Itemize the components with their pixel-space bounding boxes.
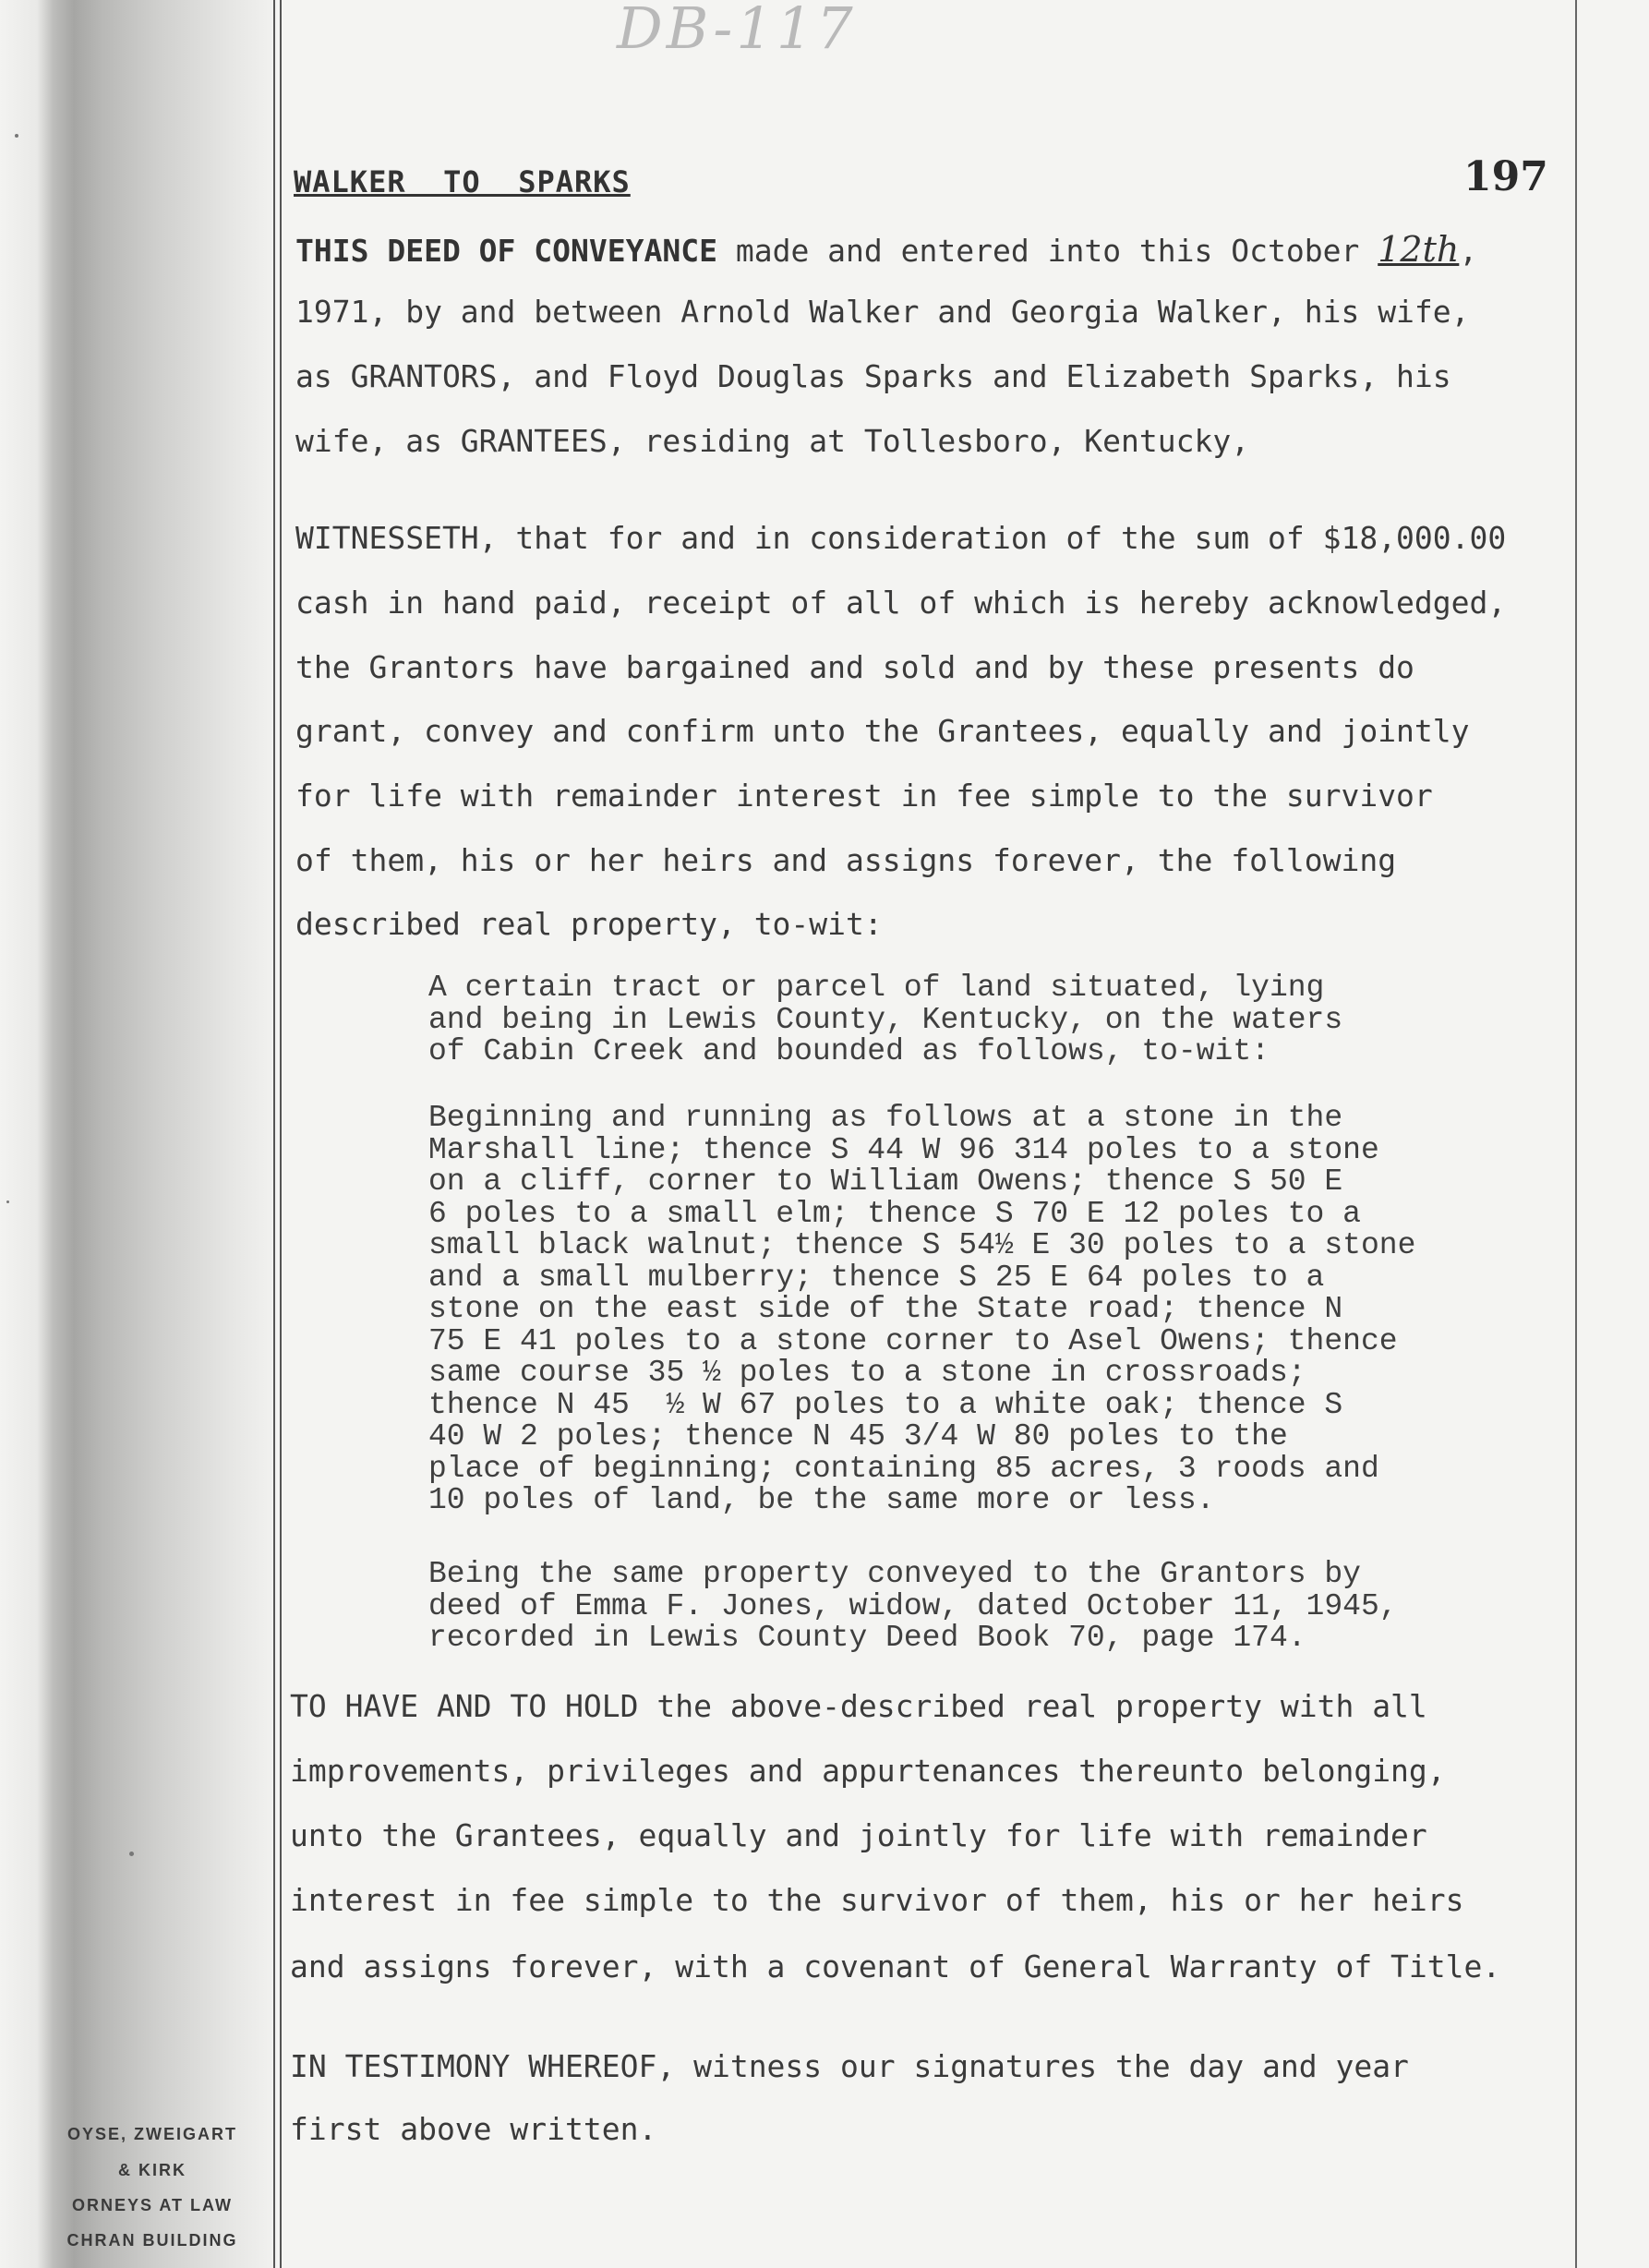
witnesseth-line-5: for life with remainder interest in fee simple to the survivor xyxy=(295,778,1433,814)
law-firm-building: CHRAN BUILDING xyxy=(66,2231,238,2250)
scan-speck xyxy=(15,134,18,138)
scan-speck xyxy=(129,1852,134,1856)
deed-heading: WALKER TO SPARKS xyxy=(294,164,631,199)
witnesseth-line-6: of them, his or her heirs and assigns forever, the following xyxy=(295,842,1397,878)
right-margin-rule xyxy=(1575,0,1577,2268)
habendum-line-2: improvements, privileges and appurtenances thereunto belonging, xyxy=(290,1753,1446,1789)
margin-rule-inner xyxy=(280,0,282,2268)
opening-line-1-text: made and entered into this October xyxy=(716,233,1378,269)
habendum-line-4: interest in fee simple to the survivor of them, his or her heirs xyxy=(290,1882,1464,1918)
witnesseth-line-7: described real property, to-wit: xyxy=(295,906,883,942)
witnesseth-line-4: grant, convey and confirm unto the Grantees, equally and jointly xyxy=(295,713,1470,749)
opening-line-2: 1971, by and between Arnold Walker and Georgia Walker, his wife, xyxy=(295,294,1470,330)
law-firm-name-2: & KIRK xyxy=(118,2161,187,2179)
deed-title-phrase: THIS DEED OF CONVEYANCE xyxy=(295,233,717,269)
law-firm-name: OYSE, ZWEIGART xyxy=(66,2125,237,2143)
witnesseth-line-1: WITNESSETH, that for and in consideration of the sum of $18,000.00 xyxy=(295,520,1507,556)
habendum-line-5: and assigns forever, with a covenant of General Warranty of Title. xyxy=(290,1948,1501,1984)
page-number: 197 xyxy=(1463,153,1548,200)
witnesseth-line-3: the Grantors have bargained and sold and by these presents do xyxy=(295,649,1414,685)
tract-paragraph: A certain tract or parcel of land situated, lying and being in Lewis County, Kentucky, on the waters of Cabin Creek and bounded as follows, to-wit: xyxy=(428,971,1343,1068)
habendum-line-1: TO HAVE AND TO HOLD the above-described real property with all xyxy=(290,1688,1427,1724)
margin-rule-outer xyxy=(273,0,275,2268)
scan-shadow-strip xyxy=(0,0,277,2268)
source-deed-paragraph: Being the same property conveyed to the Grantors by deed of Emma F. Jones, widow, dated October 11, 1945, recorded in Lewis County Deed Book 70, page 174. xyxy=(428,1557,1398,1655)
opening-line-1 xyxy=(295,229,1477,270)
opening-line-3: as GRANTORS, and Floyd Douglas Sparks and Elizabeth Sparks, his xyxy=(295,358,1451,394)
opening-line-4: wife, as GRANTEES, residing at Tollesboro, Kentucky, xyxy=(295,423,1250,459)
handwritten-reference: DB-117 xyxy=(617,0,857,62)
testimony-line-2: first above written. xyxy=(290,2111,657,2147)
habendum-line-3: unto the Grantees, equally and jointly for life with remainder xyxy=(290,1817,1427,1853)
witnesseth-line-2: cash in hand paid, receipt of all of which is hereby acknowledged, xyxy=(295,585,1507,621)
handwritten-date: 12th xyxy=(1378,229,1460,270)
law-firm-title: ORNEYS AT LAW xyxy=(72,2196,233,2214)
metes-and-bounds-paragraph: Beginning and running as follows at a stone in the Marshall line; thence S 44 W 96 314 poles to a stone on a cliff, corner to William Owens; thence S 50 E 6 poles to a small elm; thence S 70 E 12 poles to a small black walnut; thence S 54½ E 30 poles to a stone and a small mulberry; thence S 25 E 64 poles to a stone on the east side of the State road; thence N 75 E 41 poles to a stone corner to Asel Owens; thence same course 35 ½ poles to a stone in crossroads; thence N 45 ½ W 67 poles to a white oak; thence S 40 W 2 poles; thence N 45 3/4 W 80 poles to the place of beginning; containing 85 acres, 3 roods and 10 poles of land, be the same more or less. xyxy=(428,1101,1416,1517)
testimony-line-1: IN TESTIMONY WHEREOF, witness our signatures the day and year xyxy=(290,2048,1409,2084)
scan-speck xyxy=(6,1200,9,1203)
opening-line-1-end: , xyxy=(1459,233,1478,269)
